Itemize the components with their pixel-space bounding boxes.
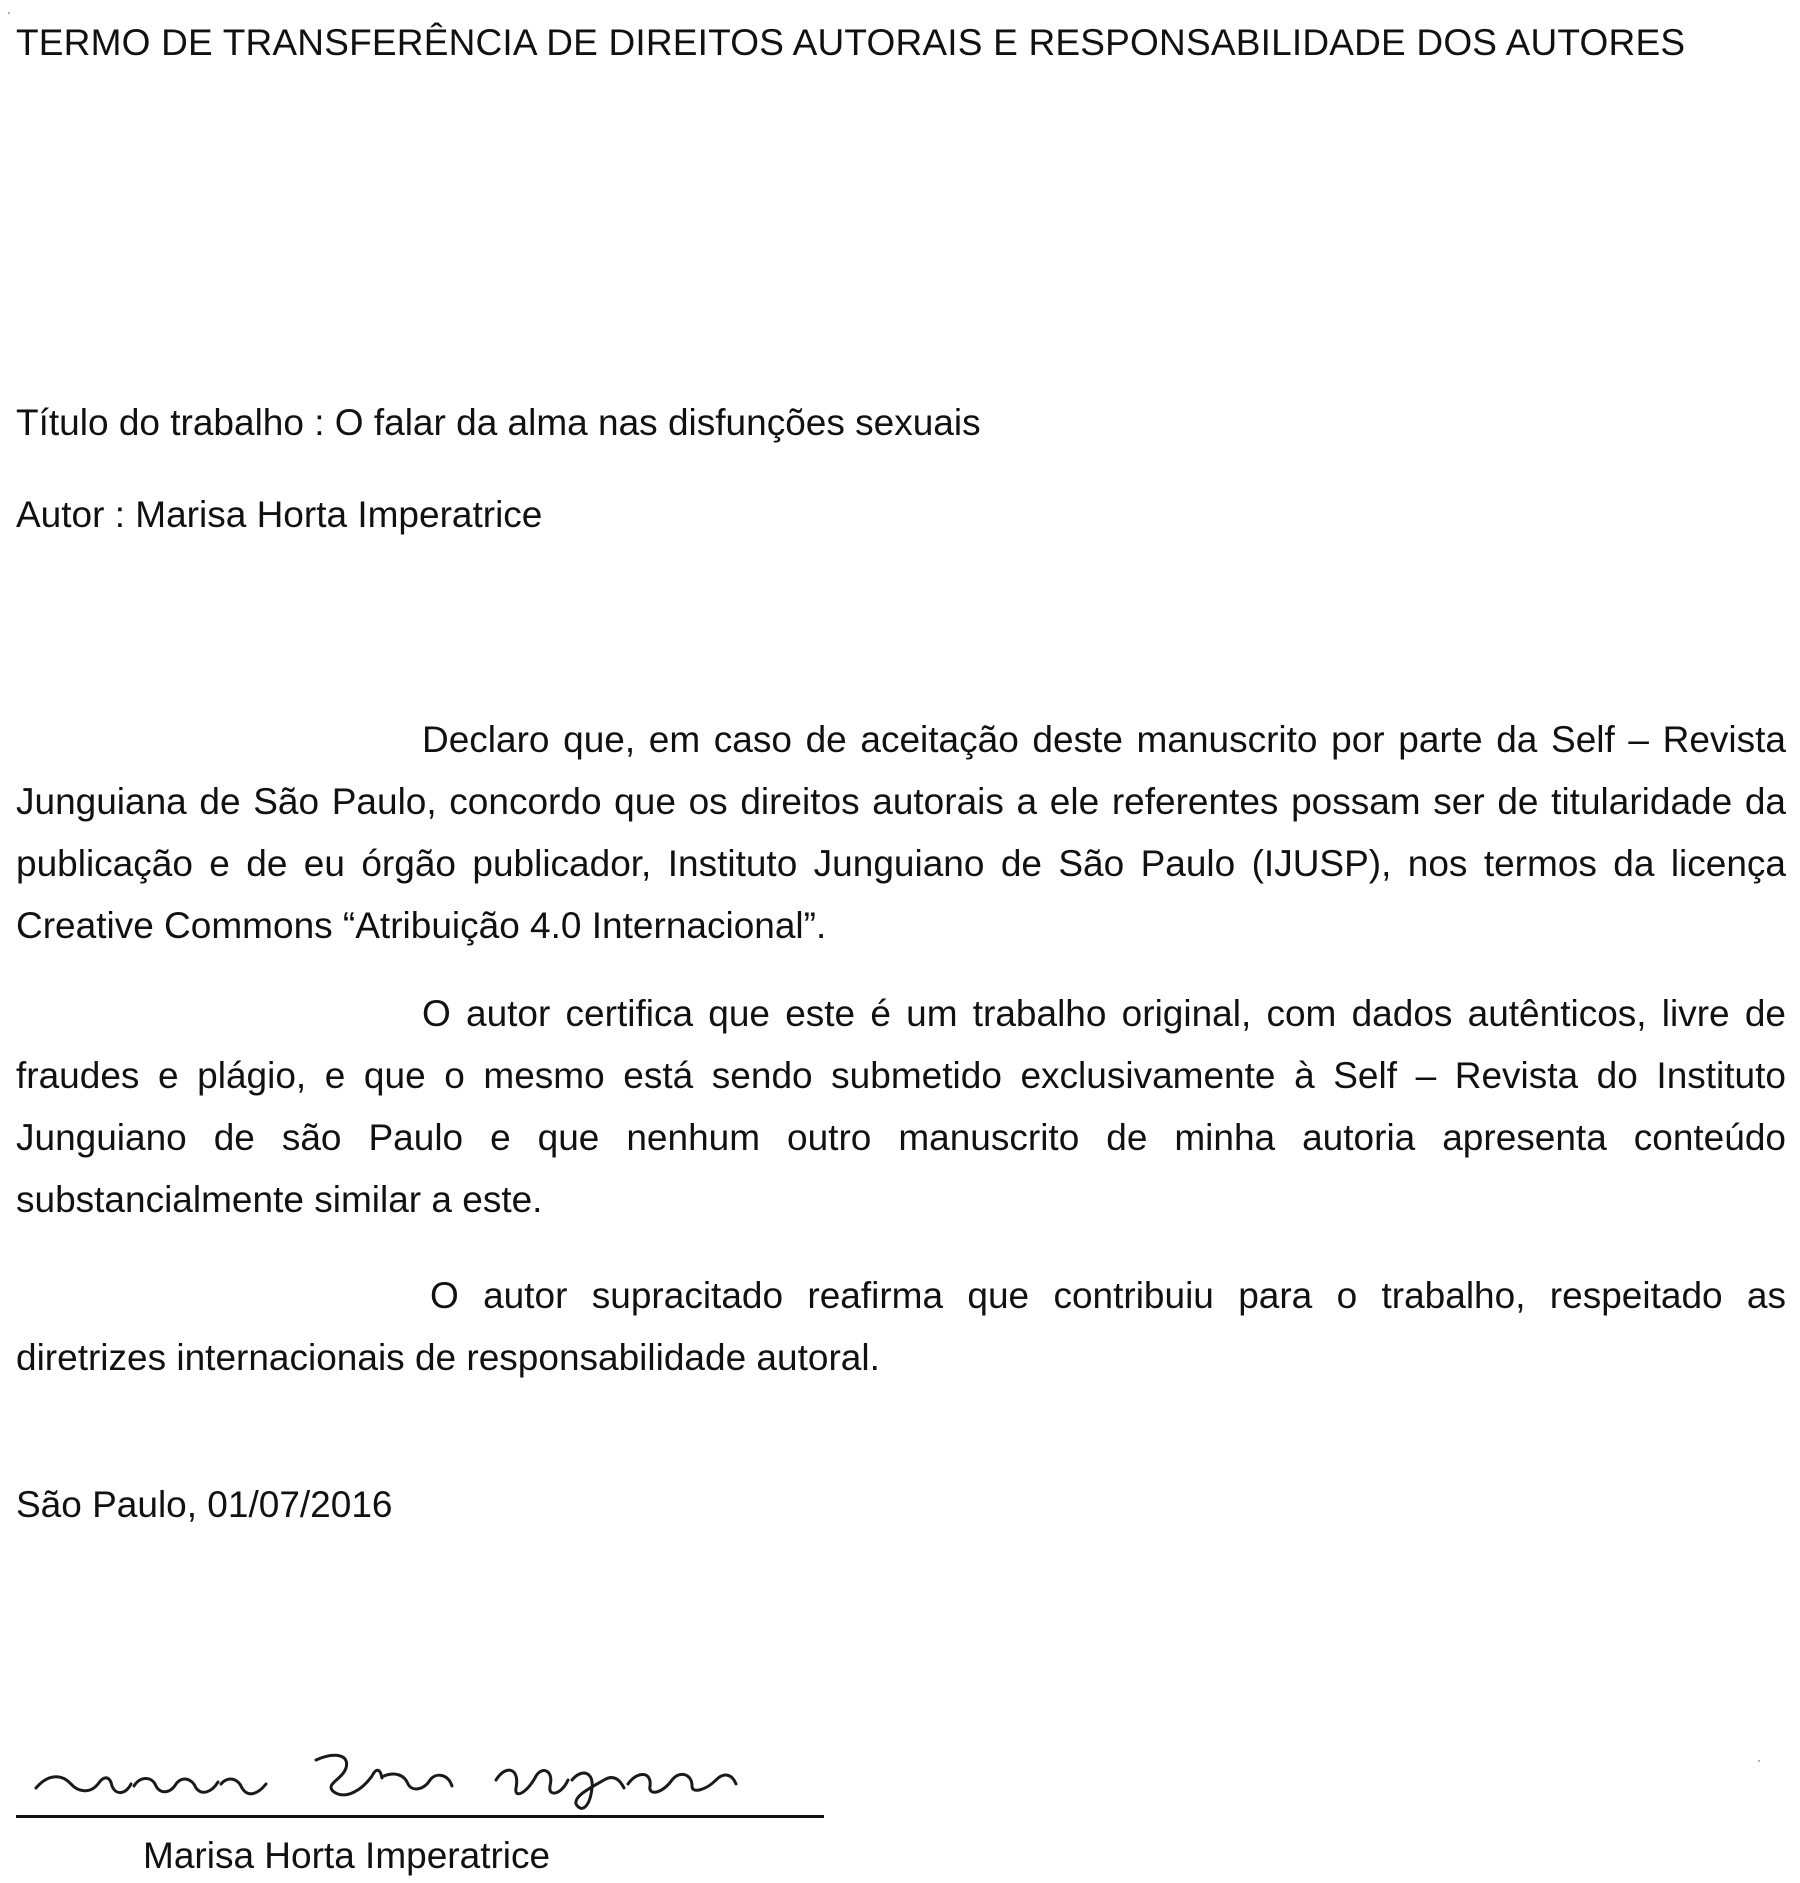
- declaration-paragraph: Declaro que, em caso de aceitação deste manuscrito por parte da Self – Revista Junguiana de São Paulo, concordo que os direitos autorais a ele referentes possam ser de titularidade da publicação e de eu órgão publicador, Instituto Junguiano de São Paulo (IJUSP), nos termos da licença Creative Commons “Atribuição 4.0 Internacional”.: [16, 719, 1786, 946]
- author-line: Autor : Marisa Horta Imperatrice: [16, 494, 543, 535]
- document-title: TERMO DE TRANSFERÊNCIA DE DIREITOS AUTORAIS E RESPONSABILIDADE DOS AUTORES: [16, 22, 1686, 63]
- handwritten-signature: [16, 1710, 826, 1820]
- signature-line: [16, 1815, 824, 1818]
- responsibility-paragraph: O autor supracitado reafirma que contribuiu para o trabalho, respeitado as diretrizes internacionais de responsabilidade autoral.: [16, 1275, 1786, 1378]
- scan-speck: [1758, 1760, 1760, 1762]
- work-title-line: Título do trabalho : O falar da alma nas disfunções sexuais: [16, 402, 981, 443]
- signature-block: [16, 1710, 826, 1880]
- originality-paragraph: O autor certifica que este é um trabalho original, com dados autênticos, livre de fraudes e plágio, e que o mesmo está sendo submetido exclusivamente à Self – Revista do Instituto Junguiano de são Paulo e que nenhum outro manuscrito de minha autoria apresenta conteúdo substancialmente similar a este.: [16, 993, 1786, 1220]
- signer-name: Marisa Horta Imperatrice: [143, 1835, 551, 1876]
- date-line: São Paulo, 01/07/2016: [16, 1484, 393, 1525]
- scan-speck: [8, 12, 10, 14]
